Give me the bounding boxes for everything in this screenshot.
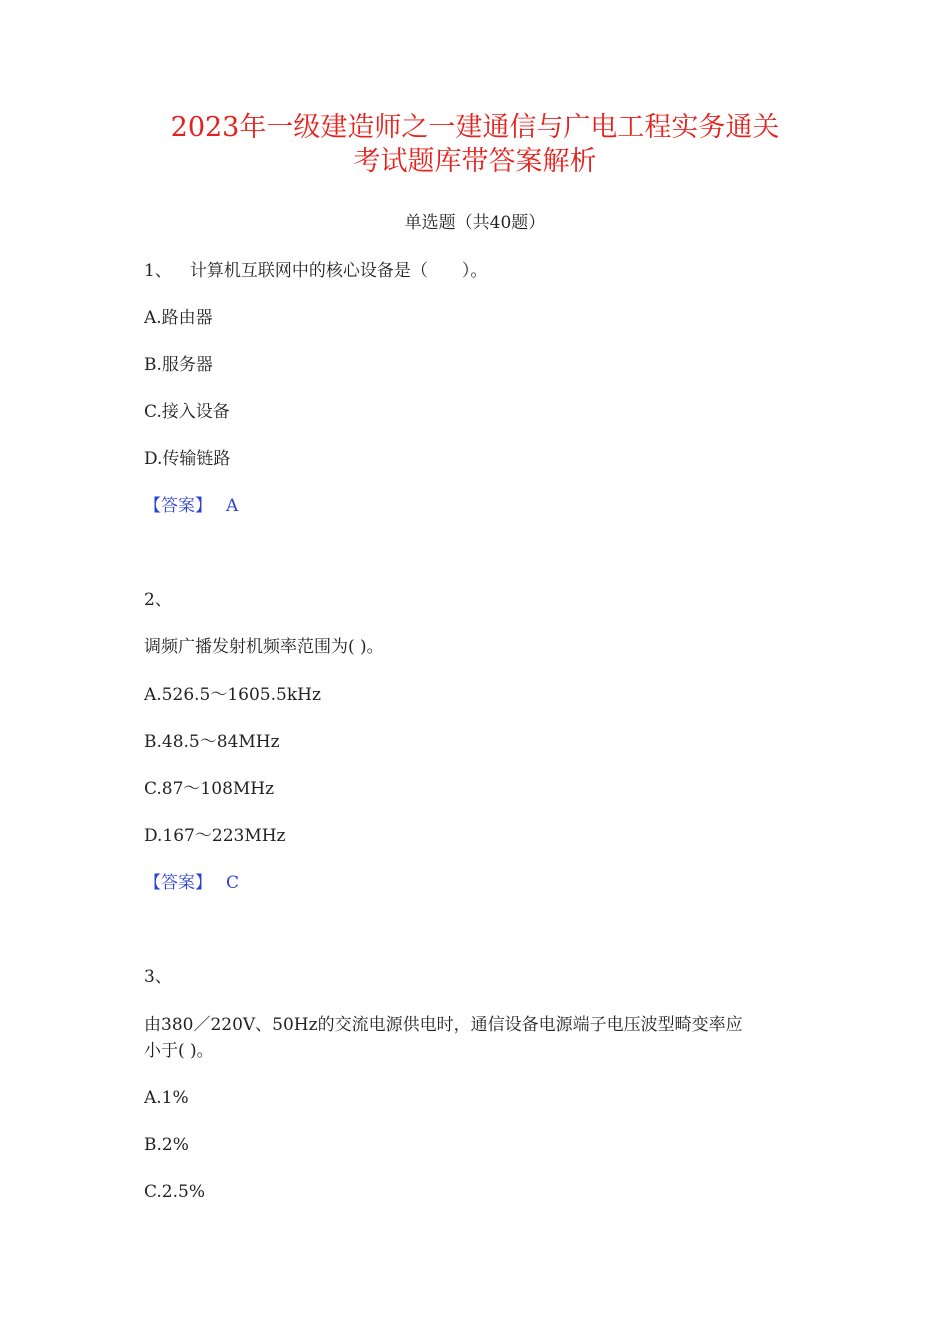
answer-label: 【答案】	[144, 496, 212, 516]
option-d: D.167～223MHz	[144, 826, 286, 846]
section-heading: 单选题（共40题）	[404, 213, 546, 233]
answer-label: 【答案】	[144, 873, 212, 893]
option-c: C.2.5%	[144, 1182, 205, 1202]
answer-value: A	[226, 496, 239, 516]
option-c: C.接入设备	[144, 402, 230, 422]
question-3-stem-line2: 小于( )。	[144, 1041, 214, 1061]
option-c: C.87～108MHz	[144, 779, 275, 799]
document-title-line1: 2023年一级建造师之一建通信与广电工程实务通关	[170, 112, 780, 143]
answer-2	[144, 871, 239, 895]
option-d: D.传输链路	[144, 449, 231, 469]
question-2-number: 2、	[144, 590, 172, 610]
option-b: B.2%	[144, 1135, 189, 1155]
answer-value: C	[226, 873, 240, 893]
option-b: B.服务器	[144, 355, 213, 375]
option-a: A.526.5～1605.5kHz	[144, 685, 321, 705]
answer-1	[144, 494, 238, 518]
option-a: A.1%	[144, 1088, 189, 1108]
option-a: A.路由器	[144, 308, 213, 328]
question-2-stem: 调频广播发射机频率范围为( )。	[144, 637, 384, 657]
question-number: 1、	[144, 261, 172, 281]
question-3-stem-line1: 由380／220V、50Hz的交流电源供电时，通信设备电源端子电压波型畸变率应	[144, 1015, 743, 1035]
question-3-number: 3、	[144, 967, 172, 987]
option-b: B.48.5～84MHz	[144, 732, 280, 752]
document-title-line2: 考试题库带答案解析	[353, 146, 597, 177]
question-stem: 计算机互联网中的核心设备是（ ）。	[189, 261, 488, 281]
question-1	[144, 259, 487, 283]
